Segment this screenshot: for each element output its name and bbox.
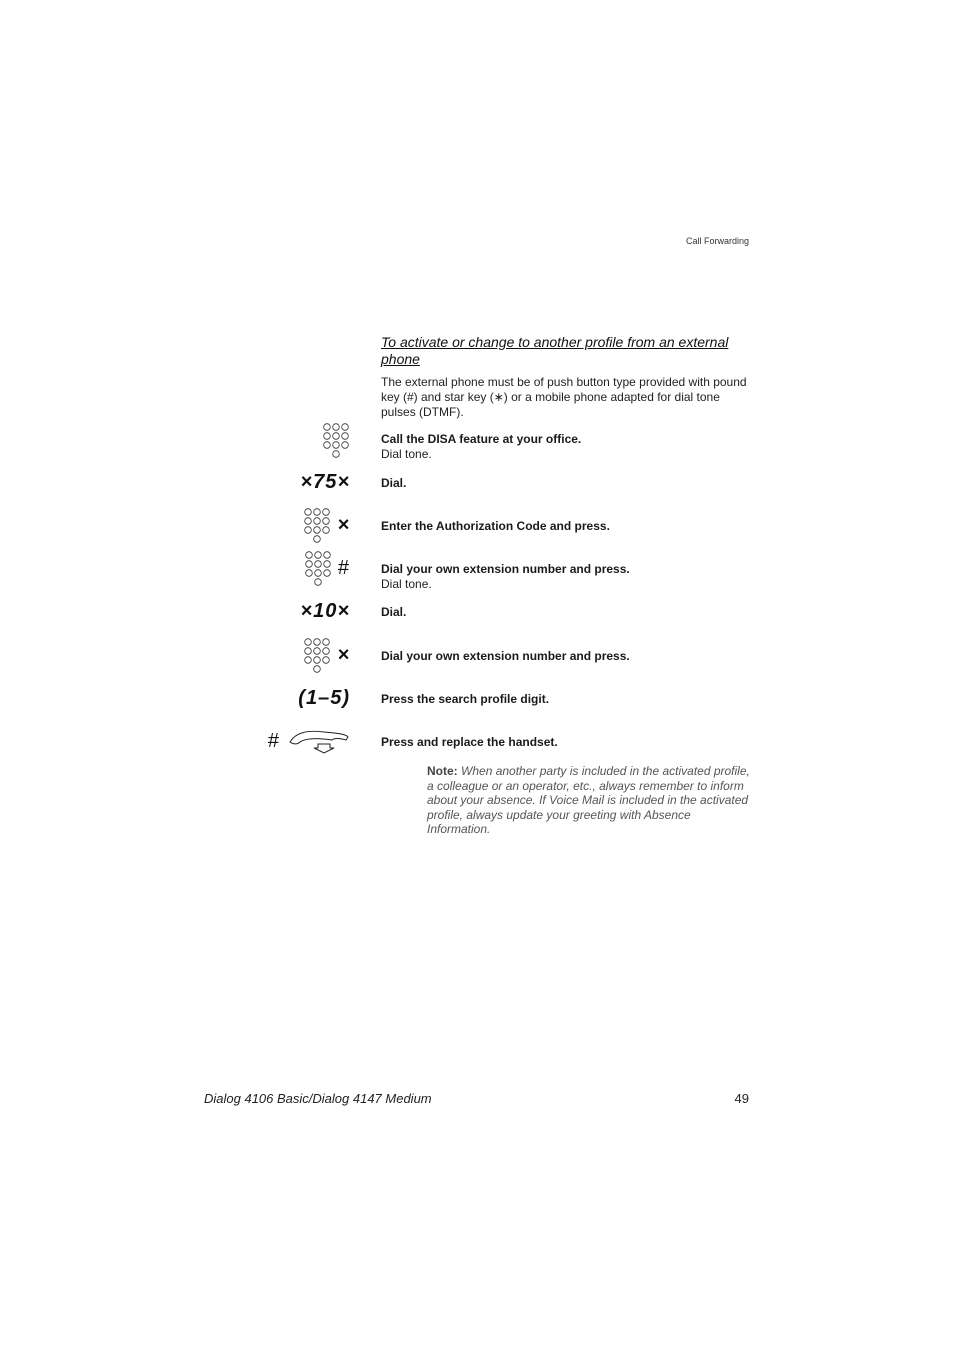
keypad-key: [314, 639, 321, 646]
keypad-key: [323, 648, 330, 655]
step-6-icon: [303, 635, 350, 675]
step-7-instruction: [381, 692, 753, 707]
step-6-text: Dial your own extension number and press.: [381, 649, 630, 663]
keypad-key: [342, 442, 349, 449]
keypad-key: [324, 424, 331, 431]
keypad-key: [314, 648, 321, 655]
step-1-subtext: Dial tone.: [381, 447, 432, 461]
intro-paragraph: The external phone must be of push button type provided with pound key (#) and star key (∗) or a mobile phone adapted for dial tone pulses (DTMF).: [381, 375, 747, 419]
note-text: When another party is included in the activated profile, a colleague or an operator, etc., always remember to inform about your absence. If Voice Mail is included in the activated profile, always update your greeting with Absence Information.: [427, 764, 750, 836]
step-6-instruction: [381, 649, 753, 664]
keypad-key: [306, 570, 313, 577]
keypad-icon: [303, 637, 331, 673]
step-1-text: Call the DISA feature at your office.: [381, 432, 582, 446]
step-2-text: Dial.: [381, 476, 407, 490]
keypad-key: [305, 657, 312, 664]
step-4-text: Dial your own extension number and press.: [381, 562, 630, 576]
digit-range-symbol: (1–5): [298, 686, 350, 709]
step-3-text: Enter the Authorization Code and press.: [381, 519, 610, 533]
running-header: Call Forwarding: [685, 236, 749, 246]
keypad-key: [324, 433, 331, 440]
pound-key-symbol: #: [267, 729, 280, 752]
star-key-symbol: ×: [337, 643, 350, 666]
keypad-key: [315, 579, 322, 586]
keypad-key: [305, 509, 312, 516]
handset-icon: [288, 728, 350, 754]
footer-title: Dialog 4106 Basic/Dialog 4147 Medium: [204, 1091, 432, 1106]
step-4-subtext: Dial tone.: [381, 577, 432, 591]
keypad-key: [342, 424, 349, 431]
keypad-key: [315, 561, 322, 568]
step-5-instruction: [381, 605, 753, 620]
keypad-key: [333, 442, 340, 449]
step-5-text: Dial.: [381, 605, 407, 619]
keypad-key: [333, 433, 340, 440]
keypad-icon: [303, 507, 331, 543]
keypad-key: [305, 518, 312, 525]
keypad-key: [306, 552, 313, 559]
section-title: To activate or change to another profile from an external phone: [381, 334, 729, 367]
step-5-icon: [300, 591, 350, 631]
note-block: [427, 764, 753, 837]
note-label: Note:: [427, 764, 458, 778]
keypad-key: [323, 527, 330, 534]
keypad-key: [324, 561, 331, 568]
keypad-key: [314, 536, 321, 543]
keypad-icon: [304, 550, 332, 586]
pound-key-symbol: #: [337, 556, 350, 579]
step-8-icon: [268, 721, 350, 761]
step-8-instruction: [381, 735, 753, 750]
step-3-icon: [303, 505, 350, 545]
step-4-icon: [304, 548, 350, 588]
keypad-key: [324, 570, 331, 577]
keypad-key: [305, 527, 312, 534]
keypad-key: [314, 509, 321, 516]
keypad-key: [315, 552, 322, 559]
keypad-key: [323, 509, 330, 516]
keypad-key: [342, 433, 349, 440]
keypad-key: [324, 442, 331, 449]
keypad-key: [314, 666, 321, 673]
keypad-key: [314, 657, 321, 664]
step-8-text: Press and replace the handset.: [381, 735, 558, 749]
keypad-key: [314, 518, 321, 525]
step-2-instruction: [381, 476, 753, 491]
keypad-key: [323, 518, 330, 525]
keypad-key: [305, 648, 312, 655]
step-1-instruction: [381, 432, 753, 462]
star-key-symbol: ×: [337, 513, 350, 536]
keypad-key: [333, 424, 340, 431]
step-3-instruction: [381, 519, 753, 534]
step-7-icon: [298, 678, 350, 718]
keypad-key: [306, 561, 313, 568]
keypad-key: [323, 639, 330, 646]
keypad-key: [323, 657, 330, 664]
keypad-key: [315, 570, 322, 577]
step-1-icon: [322, 420, 350, 460]
step-4-instruction: [381, 562, 753, 592]
dial-code-symbol: ×75×: [300, 470, 350, 493]
step-7-text: Press the search profile digit.: [381, 692, 550, 706]
step-2-icon: [300, 462, 350, 502]
keypad-icon: [322, 422, 350, 458]
keypad-key: [324, 552, 331, 559]
keypad-key: [305, 639, 312, 646]
keypad-key: [333, 451, 340, 458]
keypad-key: [314, 527, 321, 534]
page-number: 49: [734, 1091, 749, 1106]
dial-code-symbol: ×10×: [300, 599, 350, 622]
